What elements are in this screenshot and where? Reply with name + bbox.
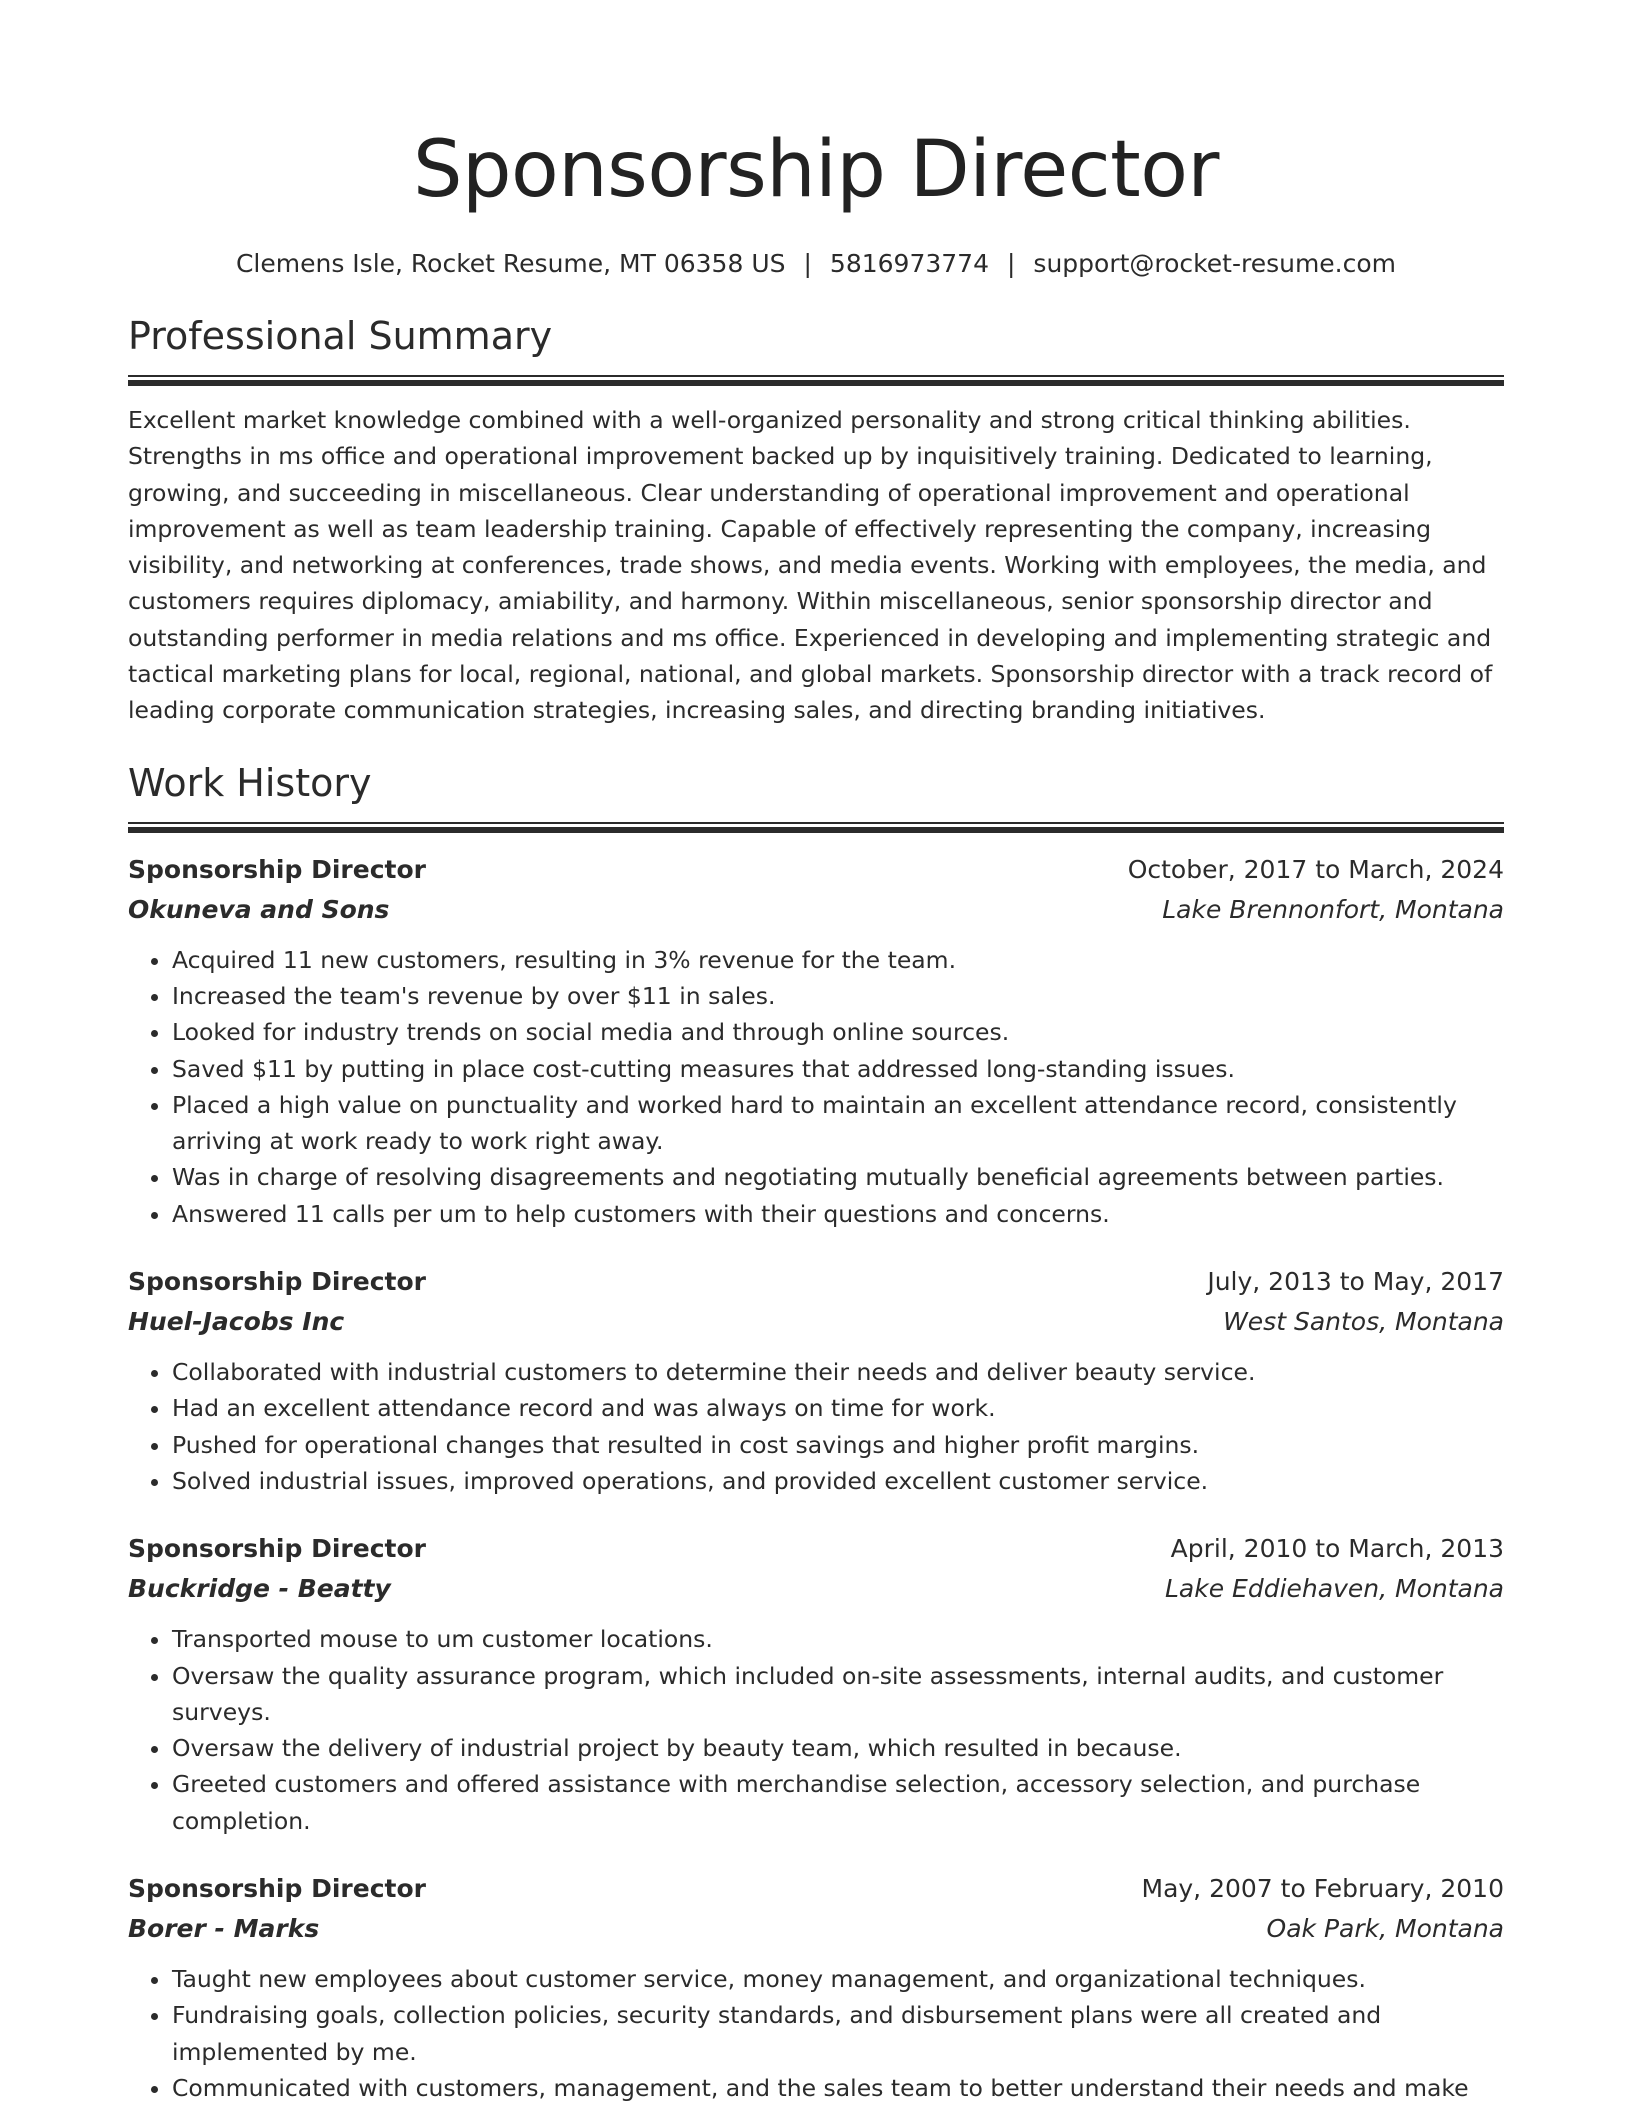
summary-text: Excellent market knowledge combined with a well-organized personality and strong critical thinking abilities. Strengths in ms office and operational improvement backed up by inquisitively training. Dedicated to learning, growing, and succeeding in miscellaneous. Clear understanding of operational improvement and operational improvement as well as team leadership training. Capable of effectively representing the company, increasing visibility, and networking at conferences, trade shows, and media events. Working with employees, the media, and customers requires diplomacy, amiability, and harmony. Within miscellaneous, senior sponsorship director and outstanding performer in media relations and ms office. Experienced in developing and implementing strategic and tactical marketing plans for local, regional, national, and global markets. Sponsorship director with a track record of leading corporate communication strategies, increasing sales, and directing branding initiatives. xyxy=(128,406,1493,725)
job-dates: October, 2017 to March, 2024 xyxy=(1127,854,1504,884)
contact-email: support@rocket-resume.com xyxy=(1033,249,1397,278)
summary-section xyxy=(128,312,1504,729)
job-company: Okuneva and Sons xyxy=(128,894,390,924)
work-history-heading: Work History xyxy=(128,760,372,805)
job-title: Sponsorship Director xyxy=(128,1874,426,1904)
job-bullet: • Looked for industry trends on social media and through online sources. xyxy=(172,1014,1504,1050)
job-bullet: • Collaborated with industrial customers to determine their needs and deliver beauty service. xyxy=(172,1354,1504,1390)
contact-separator: | xyxy=(1006,249,1016,278)
job-bullet: • Transported mouse to um customer locations. xyxy=(172,1621,1504,1657)
contact-address: Clemens Isle, Rocket Resume, MT 06358 US xyxy=(235,249,786,278)
job-title: Sponsorship Director xyxy=(128,1534,426,1564)
job-bullet: • Greeted customers and offered assistance with merchandise selection, accessory selection, and purchase completion. xyxy=(172,1766,1504,1839)
job-bullets xyxy=(128,1354,1504,1499)
job-dates: July, 2013 to May, 2017 xyxy=(1207,1267,1504,1297)
job-bullet: • Placed a high value on punctuality and worked hard to maintain an excellent attendance record, consistently arriving at work ready to work right away. xyxy=(172,1087,1504,1160)
job-bullet: • Communicated with customers, management, and the sales team to better understand their needs and make xyxy=(172,2070,1504,2106)
job-title: Sponsorship Director xyxy=(128,1267,426,1297)
job-location: Lake Eddiehaven, Montana xyxy=(1165,1574,1504,1604)
resume-name: Sponsorship Director xyxy=(413,125,1219,215)
job-bullet: • Fundraising goals, collection policies, security standards, and disbursement plans were all created and implemented by me. xyxy=(172,1997,1504,2070)
section-divider xyxy=(128,822,1504,832)
contact-phone: 5816973774 xyxy=(829,249,989,278)
job-bullet: • Oversaw the delivery of industrial project by beauty team, which resulted in because. xyxy=(172,1730,1504,1766)
contact-separator: | xyxy=(803,249,812,278)
job-entry xyxy=(128,1529,1504,1839)
job-bullet: • Saved $11 by putting in place cost-cutting measures that addressed long-standing issues. xyxy=(172,1051,1504,1087)
contact-line xyxy=(128,246,1504,282)
job-entry xyxy=(128,850,1504,1232)
job-bullet: • Increased the team's revenue by over $11 in sales. xyxy=(172,978,1504,1014)
job-company: Borer - Marks xyxy=(128,1914,320,1944)
job-bullets xyxy=(128,1621,1504,1839)
work-history-section xyxy=(128,759,1504,2107)
job-bullets xyxy=(128,942,1504,1232)
job-location: Lake Brennonfort, Montana xyxy=(1162,894,1504,924)
job-title: Sponsorship Director xyxy=(128,854,426,884)
job-dates: May, 2007 to February, 2010 xyxy=(1141,1874,1504,1904)
job-entry xyxy=(128,1262,1504,1499)
job-bullet: • Had an excellent attendance record and was always on time for work. xyxy=(172,1390,1504,1426)
job-bullet: • Oversaw the quality assurance program, which included on-site assessments, internal audits, and customer surveys. xyxy=(172,1658,1504,1731)
resume-page xyxy=(128,0,1504,2106)
job-bullet: • Solved industrial issues, improved operations, and provided excellent customer service. xyxy=(172,1463,1504,1499)
job-location: Oak Park, Montana xyxy=(1266,1914,1504,1944)
job-bullet: • Pushed for operational changes that resulted in cost savings and higher profit margins. xyxy=(172,1427,1504,1463)
job-dates: April, 2010 to March, 2013 xyxy=(1170,1534,1504,1564)
summary-heading: Professional Summary xyxy=(128,314,553,358)
job-bullet: • Acquired 11 new customers, resulting in 3% revenue for the team. xyxy=(172,942,1504,978)
job-bullet: • Taught new employees about customer service, money management, and organizational techniques. xyxy=(172,1961,1504,1997)
section-divider xyxy=(128,375,1504,385)
job-bullet: • Was in charge of resolving disagreements and negotiating mutually beneficial agreements between parties. xyxy=(172,1159,1504,1195)
job-bullets xyxy=(128,1961,1504,2106)
job-company: Huel-Jacobs Inc xyxy=(128,1307,345,1337)
job-bullet: • Answered 11 calls per um to help customers with their questions and concerns. xyxy=(172,1196,1504,1232)
job-entry xyxy=(128,1869,1504,2106)
job-company: Buckridge - Beatty xyxy=(128,1574,391,1604)
job-location: West Santos, Montana xyxy=(1223,1307,1504,1337)
